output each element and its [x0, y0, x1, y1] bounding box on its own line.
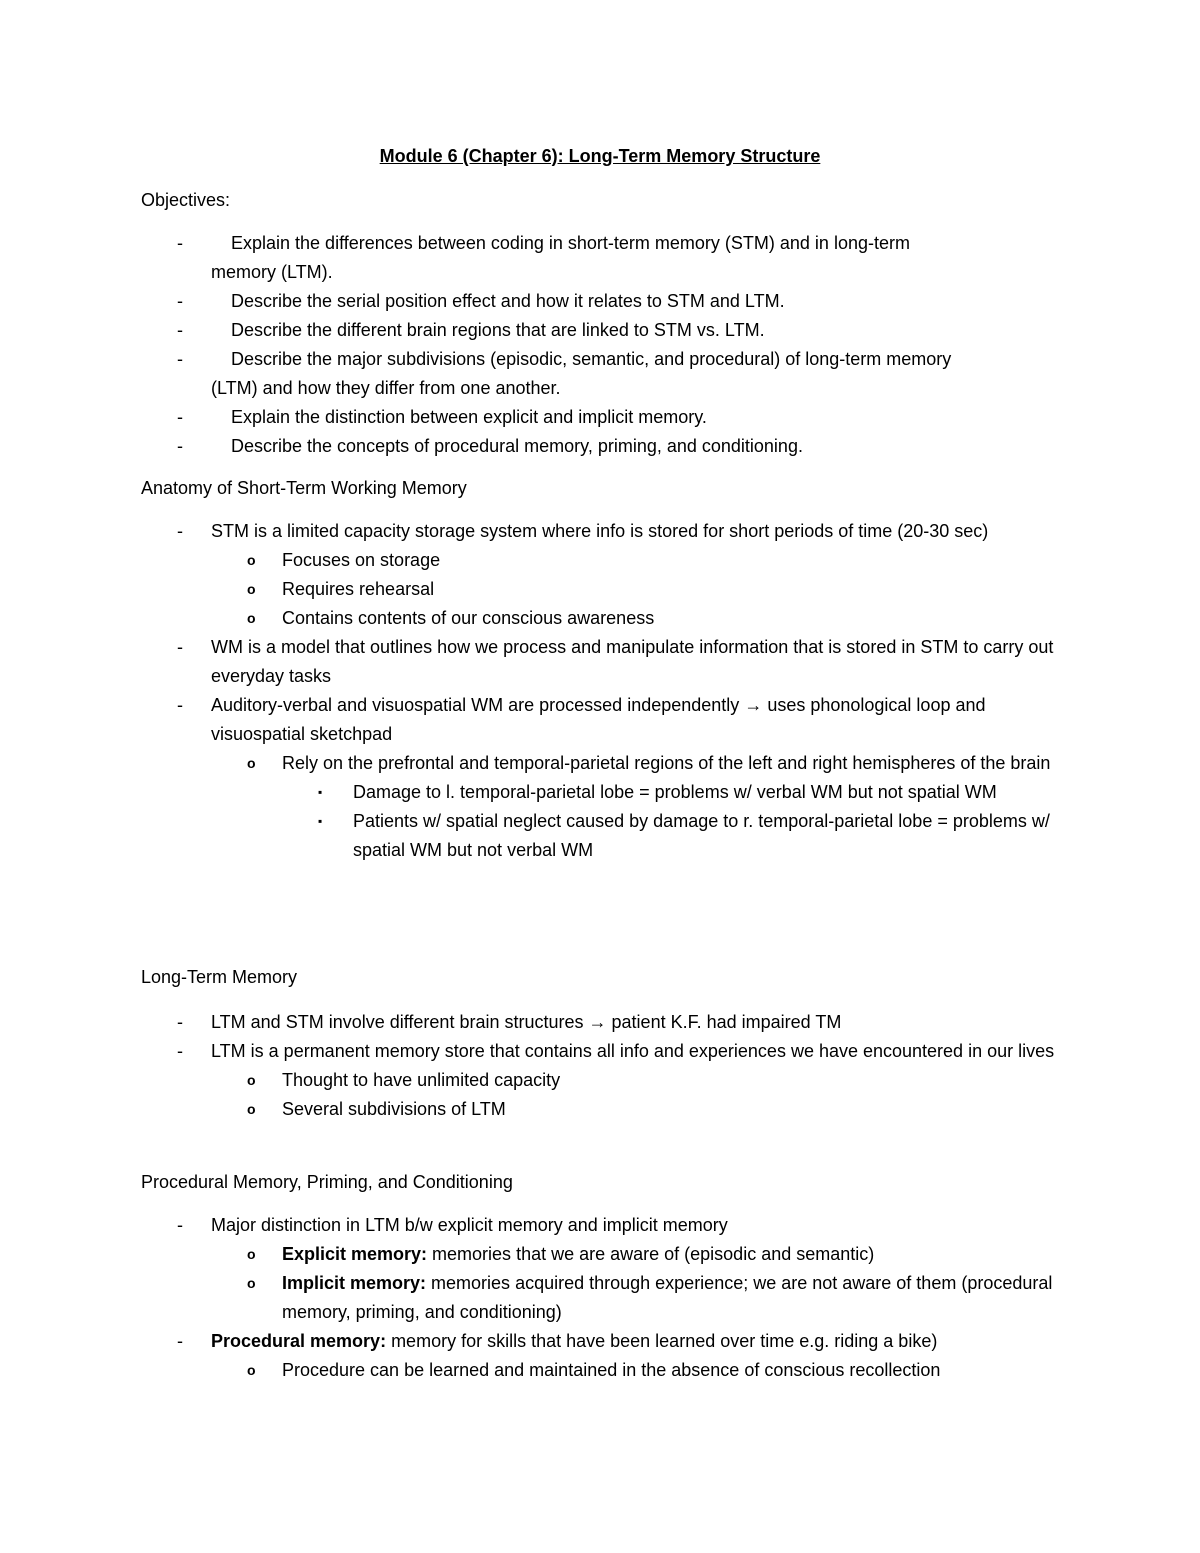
ltm-heading: Long-Term Memory	[141, 967, 298, 987]
list-item	[0, 287, 1200, 316]
circle-marker: o	[247, 1101, 256, 1117]
circle-marker: o	[247, 755, 256, 771]
ltm-list	[0, 1008, 1200, 1124]
damage-text: Patients w/ spatial neglect caused by damage to r. temporal-parietal lobe = problems w/ spatial WM but not verbal WM	[353, 811, 1050, 860]
dash-marker: -	[177, 349, 183, 369]
list-item	[0, 604, 1200, 633]
list-item	[0, 778, 1200, 807]
list-item	[0, 403, 1200, 432]
list-item	[0, 749, 1200, 778]
objective-line-continued: memory (LTM).	[211, 262, 333, 282]
ltm-sub-item: Thought to have unlimited capacity	[282, 1070, 561, 1090]
explicit-memory-term: Explicit memory:	[282, 1244, 428, 1264]
circle-marker: o	[247, 581, 256, 597]
objective-line: Describe the serial position effect and how it relates to STM and LTM.	[231, 291, 785, 311]
dash-marker: -	[177, 695, 183, 715]
list-item	[0, 807, 1200, 865]
list-item	[0, 1066, 1200, 1095]
circle-marker: o	[247, 1246, 256, 1262]
square-marker: ▪	[318, 785, 323, 799]
list-item	[0, 633, 1200, 691]
list-item	[0, 1356, 1200, 1385]
list-item	[0, 345, 1200, 403]
list-item	[0, 517, 1200, 546]
objective-line-continued: (LTM) and how they differ from one another.	[211, 378, 561, 398]
stm-sub-item: Focuses on storage	[282, 550, 441, 570]
dash-marker: -	[177, 233, 183, 253]
arrow-icon: →	[588, 1012, 607, 1032]
stwm-list	[0, 517, 1200, 865]
brain-regions-text: Rely on the prefrontal and temporal-parietal regions of the left and right hemispheres of the brain	[282, 753, 1051, 773]
objective-line: Describe the different brain regions that are linked to STM vs. LTM.	[231, 320, 765, 340]
list-item	[0, 1327, 1200, 1356]
list-item	[0, 1211, 1200, 1240]
procedural-memory-definition: memory for skills that have been learned over time e.g. riding a bike)	[386, 1331, 938, 1351]
dash-marker: -	[177, 320, 183, 340]
objective-line: Explain the distinction between explicit and implicit memory.	[231, 407, 707, 427]
list-item	[0, 1269, 1200, 1327]
list-item	[0, 575, 1200, 604]
circle-marker: o	[247, 1072, 256, 1088]
circle-marker: o	[247, 1362, 256, 1378]
list-item	[0, 1037, 1200, 1066]
objectives-list	[0, 229, 1200, 461]
list-item	[0, 546, 1200, 575]
dash-marker: -	[177, 407, 183, 427]
ltm-sub-item: Several subdivisions of LTM	[282, 1099, 506, 1119]
stm-sub-item: Requires rehearsal	[282, 579, 435, 599]
ltm-patient-text: patient K.F. had impaired TM	[611, 1012, 842, 1032]
objectives-heading: Objectives:	[141, 190, 231, 210]
stm-sub-item: Contains contents of our conscious awareness	[282, 608, 655, 628]
dash-marker: -	[177, 291, 183, 311]
list-item	[0, 229, 1200, 287]
arrow-icon: →	[744, 695, 763, 715]
square-marker: ▪	[318, 814, 323, 828]
circle-marker: o	[247, 610, 256, 626]
objective-line: Describe the major subdivisions (episodic, semantic, and procedural) of long-term memory	[231, 349, 952, 369]
ltm-definition: LTM is a permanent memory store that contains all info and experiences we have encountered in our lives	[211, 1041, 1055, 1061]
auditory-verbal-text: Auditory-verbal and visuospatial WM are processed independently	[211, 695, 740, 715]
procedural-sub-item: Procedure can be learned and maintained in the absence of conscious recollection	[282, 1360, 941, 1380]
procedural-list	[0, 1211, 1200, 1385]
dash-marker: -	[177, 1331, 183, 1351]
damage-text: Damage to l. temporal-parietal lobe = problems w/ verbal WM but not spatial WM	[353, 782, 997, 802]
implicit-memory-definition: memories acquired through experience; we are not aware of them (procedural memory, priming, and conditioning)	[282, 1273, 1053, 1322]
procedural-memory-term: Procedural memory:	[211, 1331, 387, 1351]
objective-line: Describe the concepts of procedural memory, priming, and conditioning.	[231, 436, 803, 456]
explicit-memory-definition: memories that we are aware of (episodic and semantic)	[427, 1244, 875, 1264]
wm-definition: WM is a model that outlines how we process and manipulate information that is stored in STM to carry out everyday tasks	[211, 637, 1054, 686]
circle-marker: o	[247, 552, 256, 568]
dash-marker: -	[177, 436, 183, 456]
list-item	[0, 1240, 1200, 1269]
dash-marker: -	[177, 637, 183, 657]
page-title: Module 6 (Chapter 6): Long-Term Memory Structure	[379, 146, 821, 166]
objective-line: Explain the differences between coding in short-term memory (STM) and in long-term	[231, 233, 910, 253]
list-item	[0, 691, 1200, 749]
stm-definition: STM is a limited capacity storage system where info is stored for short periods of time (20-30 sec)	[211, 521, 989, 541]
list-item	[0, 1008, 1200, 1037]
distinction-text: Major distinction in LTM b/w explicit memory and implicit memory	[211, 1215, 728, 1235]
dash-marker: -	[177, 1012, 183, 1032]
dash-marker: -	[177, 521, 183, 541]
auditory-verbal-result: uses phonological loop and visuospatial sketchpad	[211, 695, 986, 744]
ltm-structures-text: LTM and STM involve different brain structures	[211, 1012, 584, 1032]
procedural-heading: Procedural Memory, Priming, and Conditioning	[141, 1172, 513, 1192]
dash-marker: -	[177, 1041, 183, 1061]
circle-marker: o	[247, 1275, 256, 1291]
list-item	[0, 316, 1200, 345]
stwm-heading: Anatomy of Short-Term Working Memory	[141, 478, 467, 498]
dash-marker: -	[177, 1215, 183, 1235]
list-item	[0, 1095, 1200, 1124]
list-item	[0, 432, 1200, 461]
implicit-memory-term: Implicit memory:	[282, 1273, 427, 1293]
